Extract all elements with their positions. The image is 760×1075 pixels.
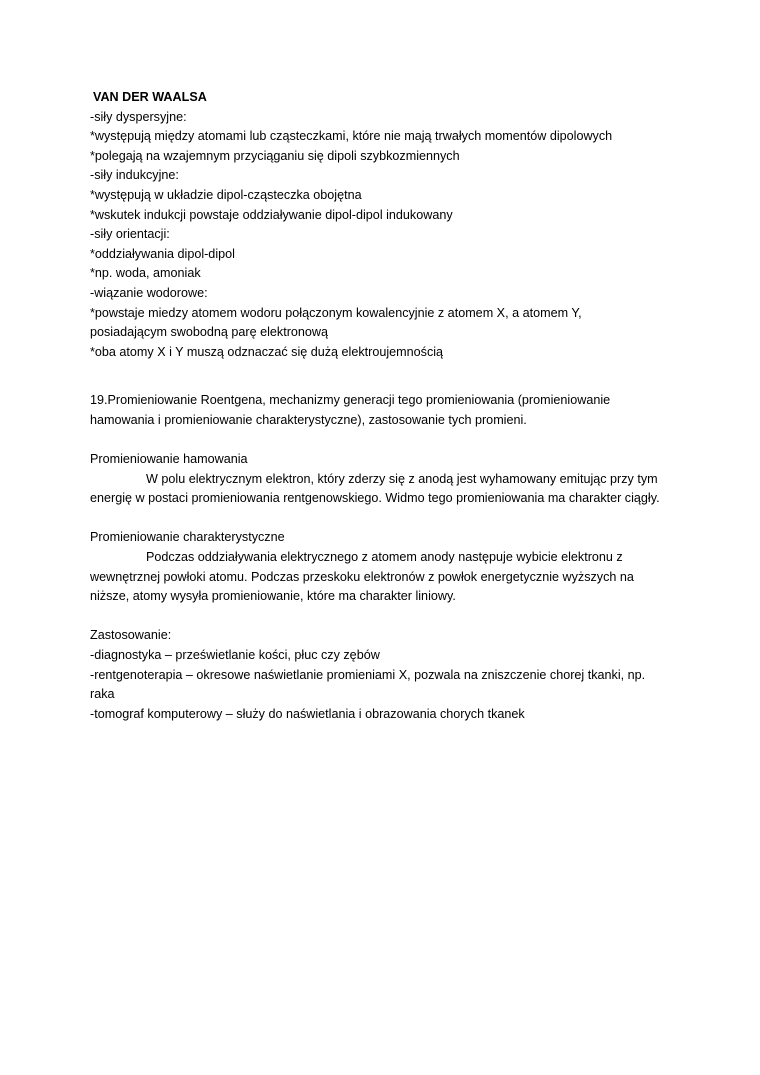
vdw-line: *polegają na wzajemnym przyciąganiu się dipoli szybkozmiennych [90,148,460,163]
vdw-line: -siły dyspersyjne: [90,109,187,124]
spacer [90,607,670,627]
spacer [90,509,670,529]
paragraph-hamowanie: W polu elektrycznym elektron, który zderzy się z anodą jest wyhamowany emitując przy tym energię w postaci promieniowania rentgenowskiego. Widmo tego promieniowania ma charakter ciągły. [90,471,660,506]
spacer [90,431,670,451]
spacer [90,362,670,391]
vdw-line: -siły orientacji: [90,227,170,242]
heading-promieniowanie-charakterystyczne: Promieniowanie charakterystyczne [90,530,285,545]
vdw-line: -wiązanie wodorowe: [90,285,208,300]
section-title-van-der-waalsa: VAN DER WAALSA [93,90,207,104]
vdw-line: *oba atomy X i Y muszą odznaczać się dużą elektroujemnością [90,344,444,359]
vdw-line: *wskutek indukcji powstaje oddziaływanie dipol-dipol indukowany [90,207,453,222]
vdw-line: *powstaje miedzy atomem wodoru połączonym kowalencyjnie z atomem X, a atomem Y, posiadającym swobodną parę elektronową [90,305,582,340]
vdw-line: *np. woda, amoniak [90,266,201,281]
document-page [90,88,670,724]
vdw-line: *występują między atomami lub cząsteczkami, które nie mają trwałych momentów dipolowych [90,129,613,144]
list-item: -diagnostyka – prześwietlanie kości, płuc czy zębów [90,648,380,663]
question-19: 19.Promieniowanie Roentgena, mechanizmy generacji tego promieniowania (promieniowanie hamowania i promieniowanie charakterystyczne), zastosowanie tych promieni. [90,393,611,427]
vdw-line: -siły indukcyjne: [90,168,179,183]
paragraph-charakterystyczne: Podczas oddziaływania elektrycznego z atomem anody następuje wybicie elektronu z wewnętrznej powłoki atomu. Podczas przeskoku elektronów z powłok energetycznie wyższych na niższe, atomy wysyła promieniowanie, które ma charakter liniowy. [90,550,634,604]
heading-zastosowanie: Zastosowanie: [90,628,172,643]
vdw-line: *występują w układzie dipol-cząsteczka obojętna [90,187,362,202]
vdw-line: *oddziaływania dipol-dipol [90,246,235,261]
heading-promieniowanie-hamowania: Promieniowanie hamowania [90,452,248,467]
list-item: -tomograf komputerowy – służy do naświetlania i obrazowania chorych tkanek [90,706,525,721]
list-item: -rentgenoterapia – okresowe naświetlanie promieniami X, pozwala na zniszczenie chorej tkanki, np. raka [90,667,646,702]
